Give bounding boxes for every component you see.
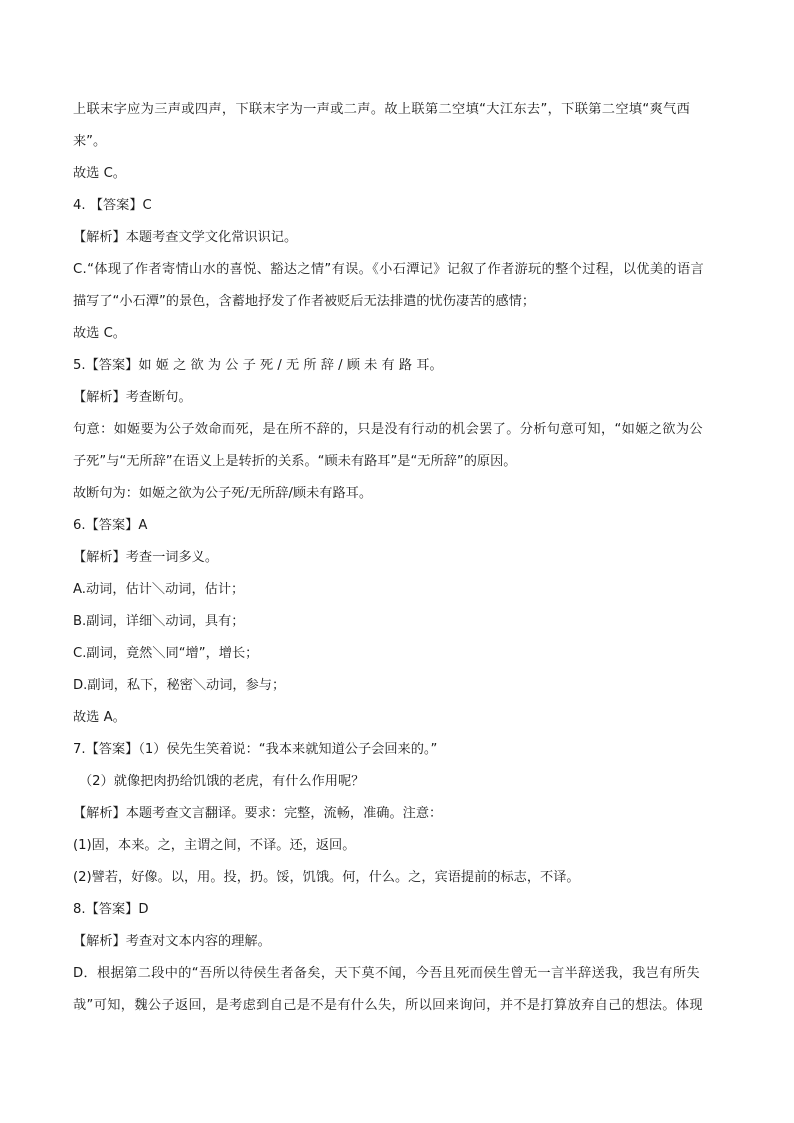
text-line: 【解析】本题考查文学文化常识识记。 bbox=[73, 230, 298, 245]
text-line: 来”。 bbox=[73, 134, 107, 149]
text-line: 7.【答案】（1）侯先生笑着说：“我本来就知道公子会回来的。” bbox=[73, 742, 438, 757]
text-line: 8.【答案】D bbox=[73, 902, 149, 917]
text-line: 故选 C。 bbox=[73, 166, 126, 181]
text-line: A.动词，估计＼动词，估计； bbox=[73, 582, 245, 597]
text-line: 故断句为：如姬之欲为公子死/无所辞/顾未有路耳。 bbox=[73, 486, 373, 501]
text-line: 5.【答案】如 姬 之 欲 为 公 子 死 / 无 所 辞 / 顾 未 有 路 耳。 bbox=[73, 358, 443, 373]
text-line: 子死”与“无所辞”在语义上是转折的关系。“顾未有路耳”是“无所辞”的原因。 bbox=[73, 454, 517, 469]
text-line: D.副词，私下，秘密＼动词，参与； bbox=[73, 678, 286, 693]
text-line: 故选 A。 bbox=[73, 710, 126, 725]
text-line: 【解析】考查对文本内容的理解。 bbox=[73, 934, 271, 949]
text-line: 6.【答案】A bbox=[73, 518, 148, 533]
text-line: 【解析】本题考查文言翻译。要求：完整，流畅，准确。注意： bbox=[73, 806, 443, 821]
text-line: (1)固，本来。之，主谓之间，不译。还，返回。 bbox=[73, 838, 356, 853]
text-line: 哉”可知，魏公子返回，是考虑到自己是不是有什么失，所以回来询问，并不是打算放弃自己的想法。体现 bbox=[73, 998, 703, 1013]
text-line: 故选 C。 bbox=[73, 326, 126, 341]
text-line: 句意：如姬要为公子效命而死，是在所不辞的，只是没有行动的机会罢了。分析句意可知，“如姬之欲为公 bbox=[73, 422, 703, 437]
text-line: B.副词，详细＼动词，具有； bbox=[73, 614, 245, 629]
text-line: 【解析】考查一词多义。 bbox=[73, 550, 219, 565]
text-line: 4. 【答案】C bbox=[73, 198, 152, 213]
text-line: 上联末字应为三声或四声，下联末字为一声或二声。故上联第二空填“大江东去”，下联第二空填“爽气西 bbox=[73, 102, 691, 117]
text-line: C.“体现了作者寄情山水的喜悦、豁达之情”有误。《小石潭记》记叙了作者游玩的整个过程，以优美的语言 bbox=[73, 262, 705, 277]
text-line: 【解析】考查断句。 bbox=[73, 390, 192, 405]
text-line: (2)譬若，好像。以，用。投，扔。馁，饥饿。何，什么。之，宾语提前的标志，不译。 bbox=[73, 870, 580, 885]
text-line: C.副词，竟然＼同“增”，增长； bbox=[73, 646, 259, 661]
text-line: D．根据第二段中的“吾所以待侯生者备矣，天下莫不闻，今吾且死而侯生曾无一言半辞送我，我岂有所失 bbox=[73, 966, 700, 981]
text-line: （2）就像把肉扔给饥饿的老虎，有什么作用呢？ bbox=[79, 774, 365, 789]
text-line: 描写了“小石潭”的景色，含蓄地抒发了作者被贬后无法排遣的忧伤凄苦的感情； bbox=[73, 294, 536, 309]
